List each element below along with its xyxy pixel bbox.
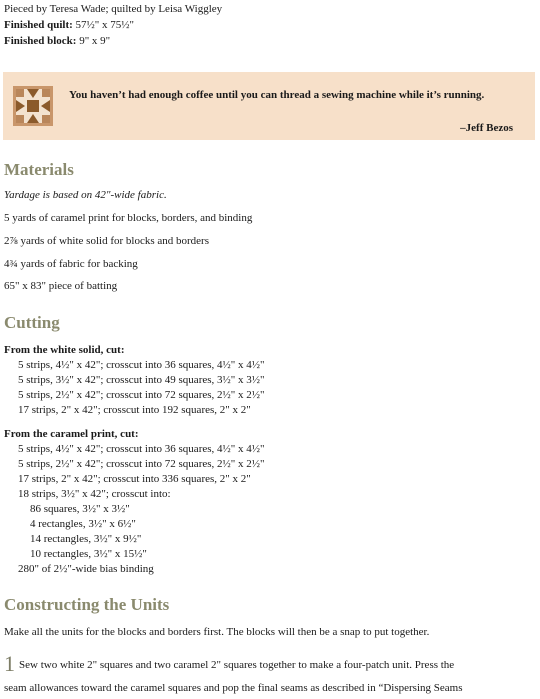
- quote-box: [3, 72, 535, 140]
- list-item: 17 strips, 2" x 42"; crosscut into 192 squares, 2" x 2": [18, 404, 251, 416]
- list-sub-item: 4 rectangles, 3½" x 6½": [30, 518, 136, 530]
- step-number: 1: [4, 651, 15, 676]
- list-item: 5 strips, 3½" x 42"; crosscut into 49 squares, 3½" x 3½": [18, 374, 265, 386]
- list-sub-item: 86 squares, 3½" x 3½": [30, 503, 130, 515]
- white-solid-heading: From the white solid, cut:: [4, 344, 125, 356]
- materials-heading: Materials: [4, 160, 74, 179]
- quote-author: –Jeff Bezos: [460, 122, 513, 134]
- step-text: Sew two white 2" squares and two caramel 2" squares together to make a four-patch unit. Press the: [19, 659, 455, 671]
- constructing-intro: Make all the units for the blocks and borders first. The blocks will then be a snap to put together.: [4, 626, 430, 638]
- caramel-print-heading: From the caramel print, cut:: [4, 428, 139, 440]
- step-1: [4, 653, 454, 676]
- materials-item: 2⅞ yards of white solid for blocks and borders: [4, 235, 209, 247]
- list-sub-item: 14 rectangles, 3½" x 9½": [30, 533, 142, 545]
- finished-block-label: Finished block:: [4, 35, 77, 47]
- credits: [4, 1, 222, 49]
- list-item: 5 strips, 4½" x 42"; crosscut into 36 squares, 4½" x 4½": [18, 359, 265, 371]
- list-item: 17 strips, 2" x 42"; crosscut into 336 squares, 2" x 2": [18, 473, 251, 485]
- materials-item: 5 yards of caramel print for blocks, borders, and binding: [4, 212, 253, 224]
- finished-block-value: 9" x 9": [79, 35, 111, 47]
- finished-quilt-value: 57½" x 75½": [75, 19, 135, 31]
- materials-item: 65" x 83" piece of batting: [4, 280, 118, 292]
- materials-note: Yardage is based on 42"-wide fabric.: [4, 189, 167, 201]
- white-solid-list: [18, 358, 265, 418]
- cutting-heading: Cutting: [4, 313, 60, 332]
- list-item: 5 strips, 2½" x 42"; crosscut into 72 squares, 2½" x 2½": [18, 458, 265, 470]
- step-1-continued: seam allowances toward the caramel squares and pop the final seams as described in “Dispersing Seams: [4, 682, 463, 694]
- caramel-print-list: [18, 442, 265, 577]
- list-item: 18 strips, 3½" x 42"; crosscut into:: [18, 488, 171, 500]
- constructing-heading: Constructing the Units: [4, 595, 170, 614]
- list-item: 5 strips, 4½" x 42"; crosscut into 36 squares, 4½" x 4½": [18, 443, 265, 455]
- materials-item: 4¾ yards of fabric for backing: [4, 258, 138, 270]
- quilt-block-icon: [13, 86, 53, 126]
- pieced-by: Pieced by Teresa Wade; quilted by Leisa Wiggley: [4, 3, 223, 15]
- list-sub-item: 10 rectangles, 3½" x 15½": [30, 548, 147, 560]
- list-item: 280" of 2½"-wide bias binding: [18, 563, 154, 575]
- finished-quilt-label: Finished quilt:: [4, 19, 73, 31]
- list-item: 5 strips, 2½" x 42"; crosscut into 72 squares, 2½" x 2½": [18, 389, 265, 401]
- quote-text: You haven’t had enough coffee until you can thread a sewing machine while it’s running.: [69, 89, 485, 101]
